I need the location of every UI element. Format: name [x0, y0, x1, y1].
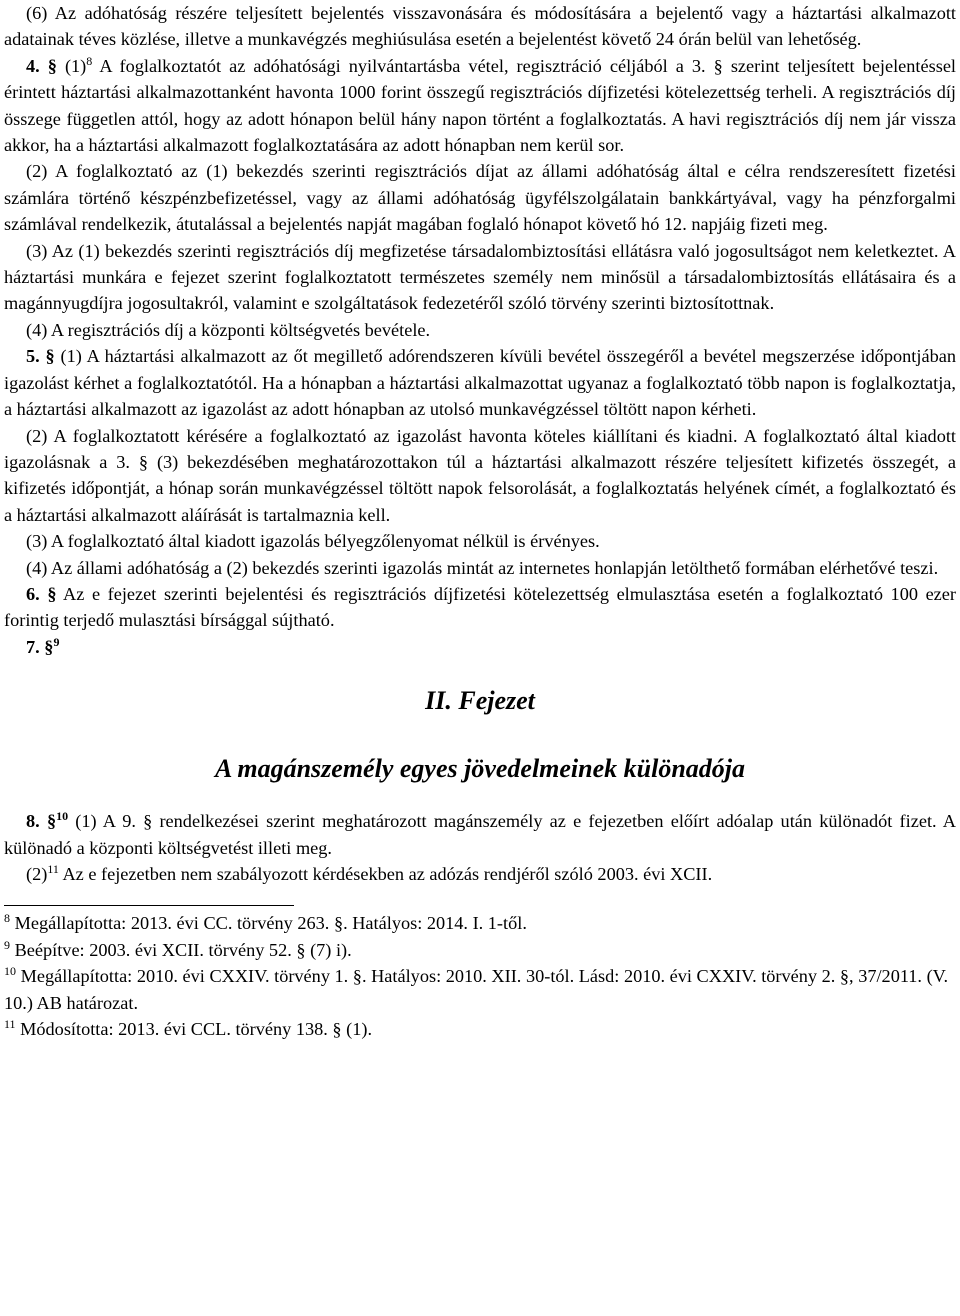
section-5-paragraph-1: [4, 343, 956, 422]
footnote-number: 11: [4, 1016, 16, 1031]
footnote-text: Megállapította: 2013. évi CC. törvény 263. §. Hatályos: 2014. I. 1-től.: [14, 913, 527, 934]
footnote-11: [4, 1016, 956, 1042]
section-number: 4.: [26, 55, 40, 76]
section-number: 6.: [26, 583, 40, 604]
section-5-paragraph-2: (2) A foglalkoztatott kérésére a foglalkoztató az igazolást havonta köteles kiállítani és kiadni. A foglalkoztató által kiadott igazolásnak a 3. § (3) bekezdésében meghatározottakon túl a háztartási alkalmazott részére teljesített kifizetés összegét, a kifizetés időpontját, a hónap során munkavégzéssel töltött napok felsorolását, a foglalkoztatás helyének címét, a foglalkoztató és a háztartási alkalmazott aláírását is tartalmaznia kell.: [4, 425, 956, 525]
footnote-number: 9: [4, 937, 10, 952]
section-sign: §: [47, 583, 57, 604]
section-sign: §: [45, 346, 55, 367]
chapter-subtitle: A magánszemély egyes jövedelmeinek különadója: [214, 754, 746, 784]
footnote-ref-11[interactable]: 11: [47, 861, 59, 876]
section-text: Az e fejezetben nem szabályozott kérdésekben az adózás rendjéről szóló 2003. évi XCII.: [62, 863, 713, 884]
section-text: Az e fejezet szerinti bejelentési és regisztrációs díjfizetési kötelezettség elmulasztása esetén a foglalkoztató 100 ezer forintig terjedő mulasztási bírsággal sújtható.: [4, 583, 957, 631]
footnote-text: Beépítve: 2003. évi XCII. törvény 52. § (7) i).: [14, 939, 352, 960]
section-4-paragraph-2: (2) A foglalkoztató az (1) bekezdés szerinti regisztrációs díjat az állami adóhatóság által e célra rendszeresített fizetési számlára történő készpénzbefizetéssel, vagy az állami adóhatóság ügyfélszolgálatain bankkártyával, vagy ha pénzforgalmi számlával rendelkezik, átutalással a bejelentés napját magában foglaló hónapot követő hó 12. napjáig fizeti meg.: [4, 161, 956, 235]
footnote-separator: [4, 905, 294, 906]
section-sign: §: [44, 636, 54, 657]
section-text: A foglalkoztatót az adóhatósági nyilvántartásba vétel, regisztráció céljából a 3. § szerint teljesített bejelentéssel érintett háztartási alkalmazottanként havonta 1000 forint összegű regisztrációs díjfizetési kötelezettség terheli. A regisztrációs díj összege független attól, hogy az adott hónapon belül hány napon történt a foglalkoztatás. A havi regisztrációs díj nem jár vissza akkor, ha a háztartási alkalmazott foglalkoztatására az adott hónapban nem kerül sor.: [4, 55, 957, 156]
section-4-paragraph-3: (3) Az (1) bekezdés szerinti regisztrációs díj megfizetése társadalombiztosítási ellátásra való jogosultságot nem keletkeztet. A háztartási munkára e fejezet szerint foglalkoztatott természetes személy nem minősül a társadalombiztosítás ellátásaira és a magánnyugdíjra jogosultakról, valamint e szolgáltatások fedezetéről szóló törvény szerinti biztosítottnak.: [4, 240, 956, 314]
footnote-text: Megállapította: 2010. évi CXXIV. törvény 1. §. Hatályos: 2010. XII. 30-tól. Lásd: 2010. évi CXXIV. törvény 2. §, 37/2011. (V. 10.) AB határozat.: [4, 966, 949, 1013]
footnote-number: 10: [4, 964, 16, 979]
footnote-number: 8: [4, 911, 10, 926]
section-number: 8.: [26, 811, 40, 832]
paragraph-4-6: (6) Az adóhatóság részére teljesített bejelentés visszavonására és módosítására a bejelentő vagy a háztartási alkalmazott adatainak téves közlése, illetve a munkavégzés meghiúsulása esetén a bejelentést követő 24 órán belül van lehetőség.: [4, 3, 956, 50]
section-8-paragraph-1: [4, 808, 956, 861]
footnote-9: [4, 937, 956, 963]
footnote-ref-8[interactable]: 8: [86, 53, 93, 68]
section-sign: §: [47, 55, 57, 76]
section-5-paragraph-4: (4) Az állami adóhatóság a (2) bekezdés szerinti igazolás mintát az internetes honlapján letölthető formában elérhetővé teszi.: [26, 557, 939, 578]
paragraph-marker: (1): [64, 55, 87, 76]
section-sign: §: [46, 811, 57, 832]
footnote-ref-9[interactable]: 9: [53, 634, 60, 649]
section-8-paragraph-2: [4, 861, 956, 887]
section-text: (1) A 9. § rendelkezései szerint meghatározott magánszemély az e fejezetben előírt adóalap után különadót fizet. A különadó a központi költségvetést illeti meg.: [4, 811, 957, 858]
paragraph-marker: (2): [26, 863, 48, 884]
section-number: 7.: [26, 636, 40, 657]
footnote-ref-10[interactable]: 10: [56, 809, 69, 824]
section-number: 5.: [26, 346, 40, 367]
section-4-paragraph-1: [4, 53, 956, 159]
footnote-10: [4, 963, 956, 1016]
section-7: [4, 634, 956, 660]
section-6: [4, 581, 956, 634]
footnote-text: Módosította: 2013. évi CCL. törvény 138. § (1).: [20, 1019, 373, 1039]
section-5-paragraph-3: (3) A foglalkoztató által kiadott igazolás bélyegzőlenyomat nélkül is érvényes.: [26, 531, 600, 552]
chapter-title: II. Fejezet: [425, 686, 535, 716]
footnote-8: [4, 910, 956, 936]
section-4-paragraph-4: (4) A regisztrációs díj a központi költségvetés bevétele.: [26, 319, 431, 340]
section-text: (1) A háztartási alkalmazott az őt megillető adórendszeren kívüli bevétel összegéről a bevétel megszerzése időpontjában igazolást kérhet a foglalkoztatótól. Ha a hónapban a háztartási alkalmazottat ugyanaz a foglalkoztató több napon is foglalkoztatja, a háztartási alkalmazott az igazolást az adott hónapban az utolsó munkavégzéssel töltött napon kérheti.: [4, 346, 956, 420]
